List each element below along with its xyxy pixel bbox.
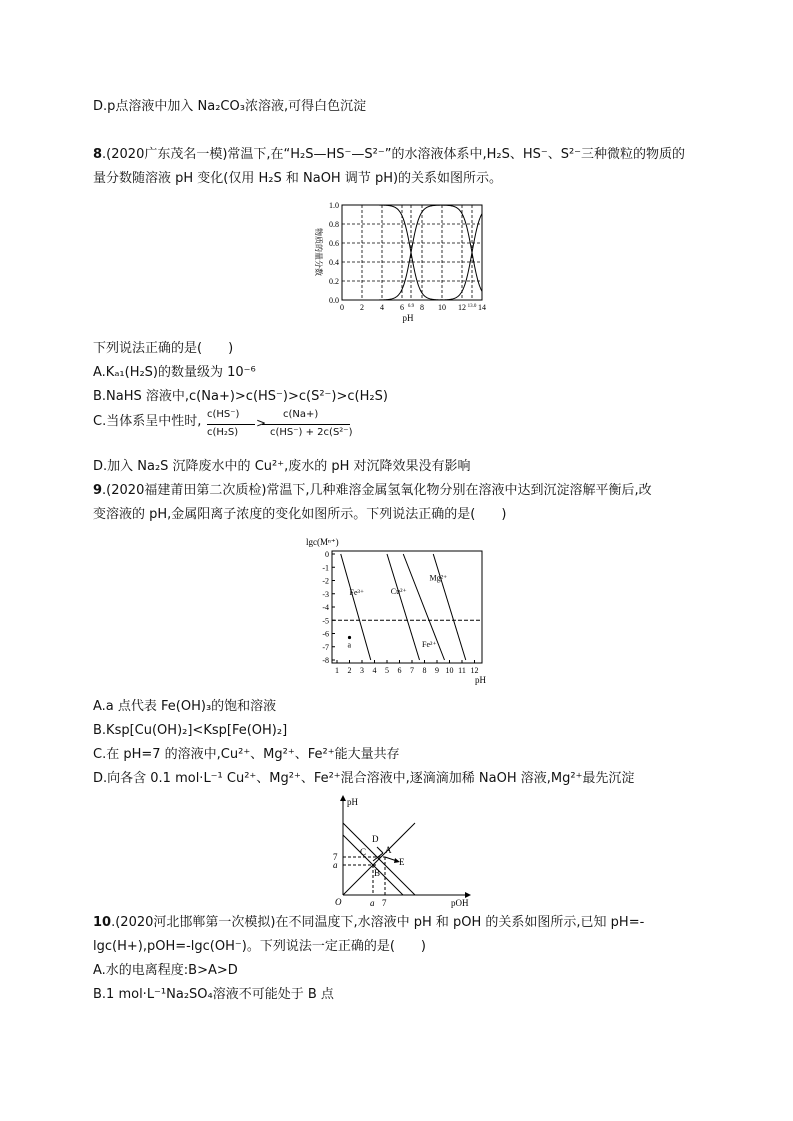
chart2-x-tick-label: 6: [397, 666, 402, 675]
chart3-point-e: E: [399, 857, 405, 867]
chart2-y-tick-label: 0: [325, 550, 329, 559]
chart1-frame: [342, 205, 482, 300]
chart2-xlabel: pH: [475, 675, 486, 685]
chart3-x-origin: O: [335, 897, 342, 907]
chart3-x-tick-7: 7: [382, 898, 387, 908]
q8-stem-line2: 量分数随溶液 pH 变化(仅用 H₂S 和 NaOH 调节 pH)的关系如图所示。: [93, 171, 503, 186]
chart2-series-label: Mg²⁺: [429, 573, 448, 583]
chart2-line: [341, 554, 371, 660]
chart1-x-tick-label: 10: [438, 303, 446, 312]
chart1-series-h2s: [342, 205, 482, 300]
chart2-point-a-label: a: [347, 640, 352, 650]
q8-option-b: B.NaHS 溶液中,c(Na+)>c(HS⁻)>c(S²⁻)>c(H₂S): [93, 389, 388, 404]
q8-option-c-gt: >: [256, 416, 267, 430]
q10-option-a: A.水的电离程度:B>A>D: [93, 963, 238, 978]
q10-option-b: B.1 mol·L⁻¹Na₂SO₄溶液不可能处于 B 点: [93, 987, 334, 1002]
chart1-y-tick-label: 0.0: [329, 296, 339, 305]
chart2-y-tick-label: -6: [322, 629, 329, 639]
chart3-point-c: C: [360, 847, 367, 857]
chart2-series-label: Fe³⁺: [349, 588, 365, 598]
chart1-x-tick-label: 13.0: [467, 304, 477, 309]
chart1-x-tick-label: 14: [478, 303, 486, 312]
chart3-point-a: A: [385, 845, 392, 855]
chart1-x-tick-label: 2: [360, 303, 364, 312]
chart1-x-tick-label: 6.9: [407, 304, 415, 309]
chart-lgc-vs-ph: [300, 535, 500, 690]
chart2-y-tick-label: -8: [322, 656, 329, 665]
chart1-x-tick-label: 4: [380, 303, 384, 312]
chart1-y-tick-label: 0.4: [329, 258, 339, 267]
q8-option-c-frac2-den: c(HS⁻) + 2c(S²⁻): [270, 427, 353, 438]
chart2-ylabel: lgc(Mⁿ⁺): [306, 537, 339, 547]
q8-option-c-prefix: C.当体系呈中性时,: [93, 414, 202, 429]
q8-option-c-frac2-num: c(Na+): [283, 409, 319, 420]
q9-number: 9: [93, 483, 103, 498]
chart2-x-tick-label: 12: [470, 666, 479, 675]
chart1-x-tick-label: 6: [400, 303, 404, 312]
q7-option-d: D.p点溶液中加入 Na₂CO₃浓溶液,可得白色沉淀: [93, 99, 367, 114]
chart1-x-tick-label: 0: [340, 303, 344, 312]
q8-option-c-frac1-den: c(H₂S): [207, 427, 239, 438]
chart3-xlabel: pOH: [451, 898, 469, 908]
q8-stem-text1: .(2020广东茂名一模)常温下,在“H₂S—HS⁻—S²⁻”的水溶液体系中,H₂S、HS⁻、S²⁻三种微粒的物质的: [102, 147, 686, 162]
q8-option-c-frac1-num: c(HS⁻): [207, 409, 240, 420]
q9-option-b: B.Ksp[Cu(OH)₂]<Ksp[Fe(OH)₂]: [93, 723, 288, 738]
q9-option-d: D.向各含 0.1 mol·L⁻¹ Cu²⁺、Mg²⁺、Fe²⁺混合溶液中,逐滴滴加稀 NaOH 溶液,Mg²⁺最先沉淀: [93, 771, 635, 786]
chart2-x-tick-label: 7: [410, 666, 414, 675]
chart2-y-tick-label: -7: [322, 642, 329, 652]
chart1-y-tick-label: 0.2: [329, 277, 339, 286]
chart2-x-tick-label: 3: [360, 666, 364, 675]
chart1-series-hs: [342, 205, 482, 300]
chart2-y-tick-label: -2: [322, 576, 329, 586]
q8-stem-line1: [93, 146, 685, 164]
q9-option-c: C.在 pH=7 的溶液中,Cu²⁺、Mg²⁺、Fe²⁺能大量共存: [93, 747, 400, 762]
chart3-y-tick-a: a: [333, 860, 338, 870]
chart2-point-a: [348, 636, 351, 639]
chart2-line: [387, 554, 420, 660]
chart2-x-tick-label: 1: [335, 666, 339, 675]
chart2-y-tick-label: -4: [322, 603, 329, 612]
chart2-x-tick-label: 8: [422, 666, 427, 675]
chart2-x-tick-label: 11: [458, 666, 466, 675]
q9-stem-text1: .(2020福建莆田第二次质检)常温下,几种难溶金属氢氧化物分别在溶液中达到沉淀溶解平衡后,改: [102, 483, 652, 498]
chart2-series-label: Fe²⁺: [422, 639, 437, 649]
q8-option-a: A.Kₐ₁(H₂S)的数量级为 10⁻⁶: [93, 365, 256, 380]
chart2-series-label: Cu²⁺: [390, 586, 407, 596]
chart2-y-tick-label: -5: [322, 616, 329, 626]
chart3-point-d: D: [372, 834, 379, 844]
q10-stem-line1: [93, 914, 644, 932]
q10-stem-line2: lgc(H+),pOH=-lgc(OH⁻)。下列说法一定正确的是( ): [93, 939, 426, 954]
q8-option-d: D.加入 Na₂S 沉降废水中的 Cu²⁺,废水的 pH 对沉降效果没有影响: [93, 459, 471, 474]
chart1-y-tick-label: 0.6: [329, 239, 339, 248]
q8-prompt: 下列说法正确的是( ): [93, 341, 234, 356]
chart1-xlabel: pH: [402, 313, 414, 323]
chart1-y-tick-label: 0.8: [329, 220, 339, 229]
chart3-point-b: B: [374, 868, 381, 878]
chart2-x-tick-label: 10: [445, 666, 454, 675]
q8-number: 8: [93, 147, 103, 162]
chart1-ylabel: 物质的量分数: [314, 228, 323, 276]
chart3-y-tick-7: 7: [333, 852, 338, 862]
chart-species-fraction: [310, 195, 490, 325]
q10-stem-text1: .(2020河北邯郸第一次模拟)在不同温度下,水溶液中 pH 和 pOH 的关系如图所示,已知 pH=-: [111, 915, 645, 930]
q10-number: 10: [93, 915, 112, 930]
chart1-y-tick-label: 1.0: [329, 201, 339, 210]
chart-ph-poh: [325, 795, 475, 910]
chart2-y-tick-label: -1: [322, 563, 329, 573]
chart1-x-tick-label: 12: [458, 303, 466, 312]
q9-stem-line2: 变溶液的 pH,金属阳离子浓度的变化如图所示。下列说法正确的是( ): [93, 507, 507, 522]
chart2-x-tick-label: 5: [385, 666, 389, 675]
chart3-ylabel: pH: [347, 797, 358, 807]
q9-option-a: A.a 点代表 Fe(OH)₃的饱和溶液: [93, 699, 277, 714]
chart2-x-tick-label: 4: [372, 666, 377, 675]
chart2-y-tick-label: -3: [322, 589, 329, 599]
chart2-x-tick-label: 9: [435, 666, 439, 675]
chart2-x-tick-label: 2: [347, 666, 352, 675]
chart1-x-tick-label: 8: [420, 303, 424, 312]
q8-option-c-frac2-bar: [262, 424, 350, 425]
q8-option-c-frac1-bar: [207, 424, 255, 425]
q9-stem-line1: [93, 482, 652, 500]
chart3-x-tick-a: a: [370, 898, 375, 908]
chart2-frame: [332, 551, 482, 663]
